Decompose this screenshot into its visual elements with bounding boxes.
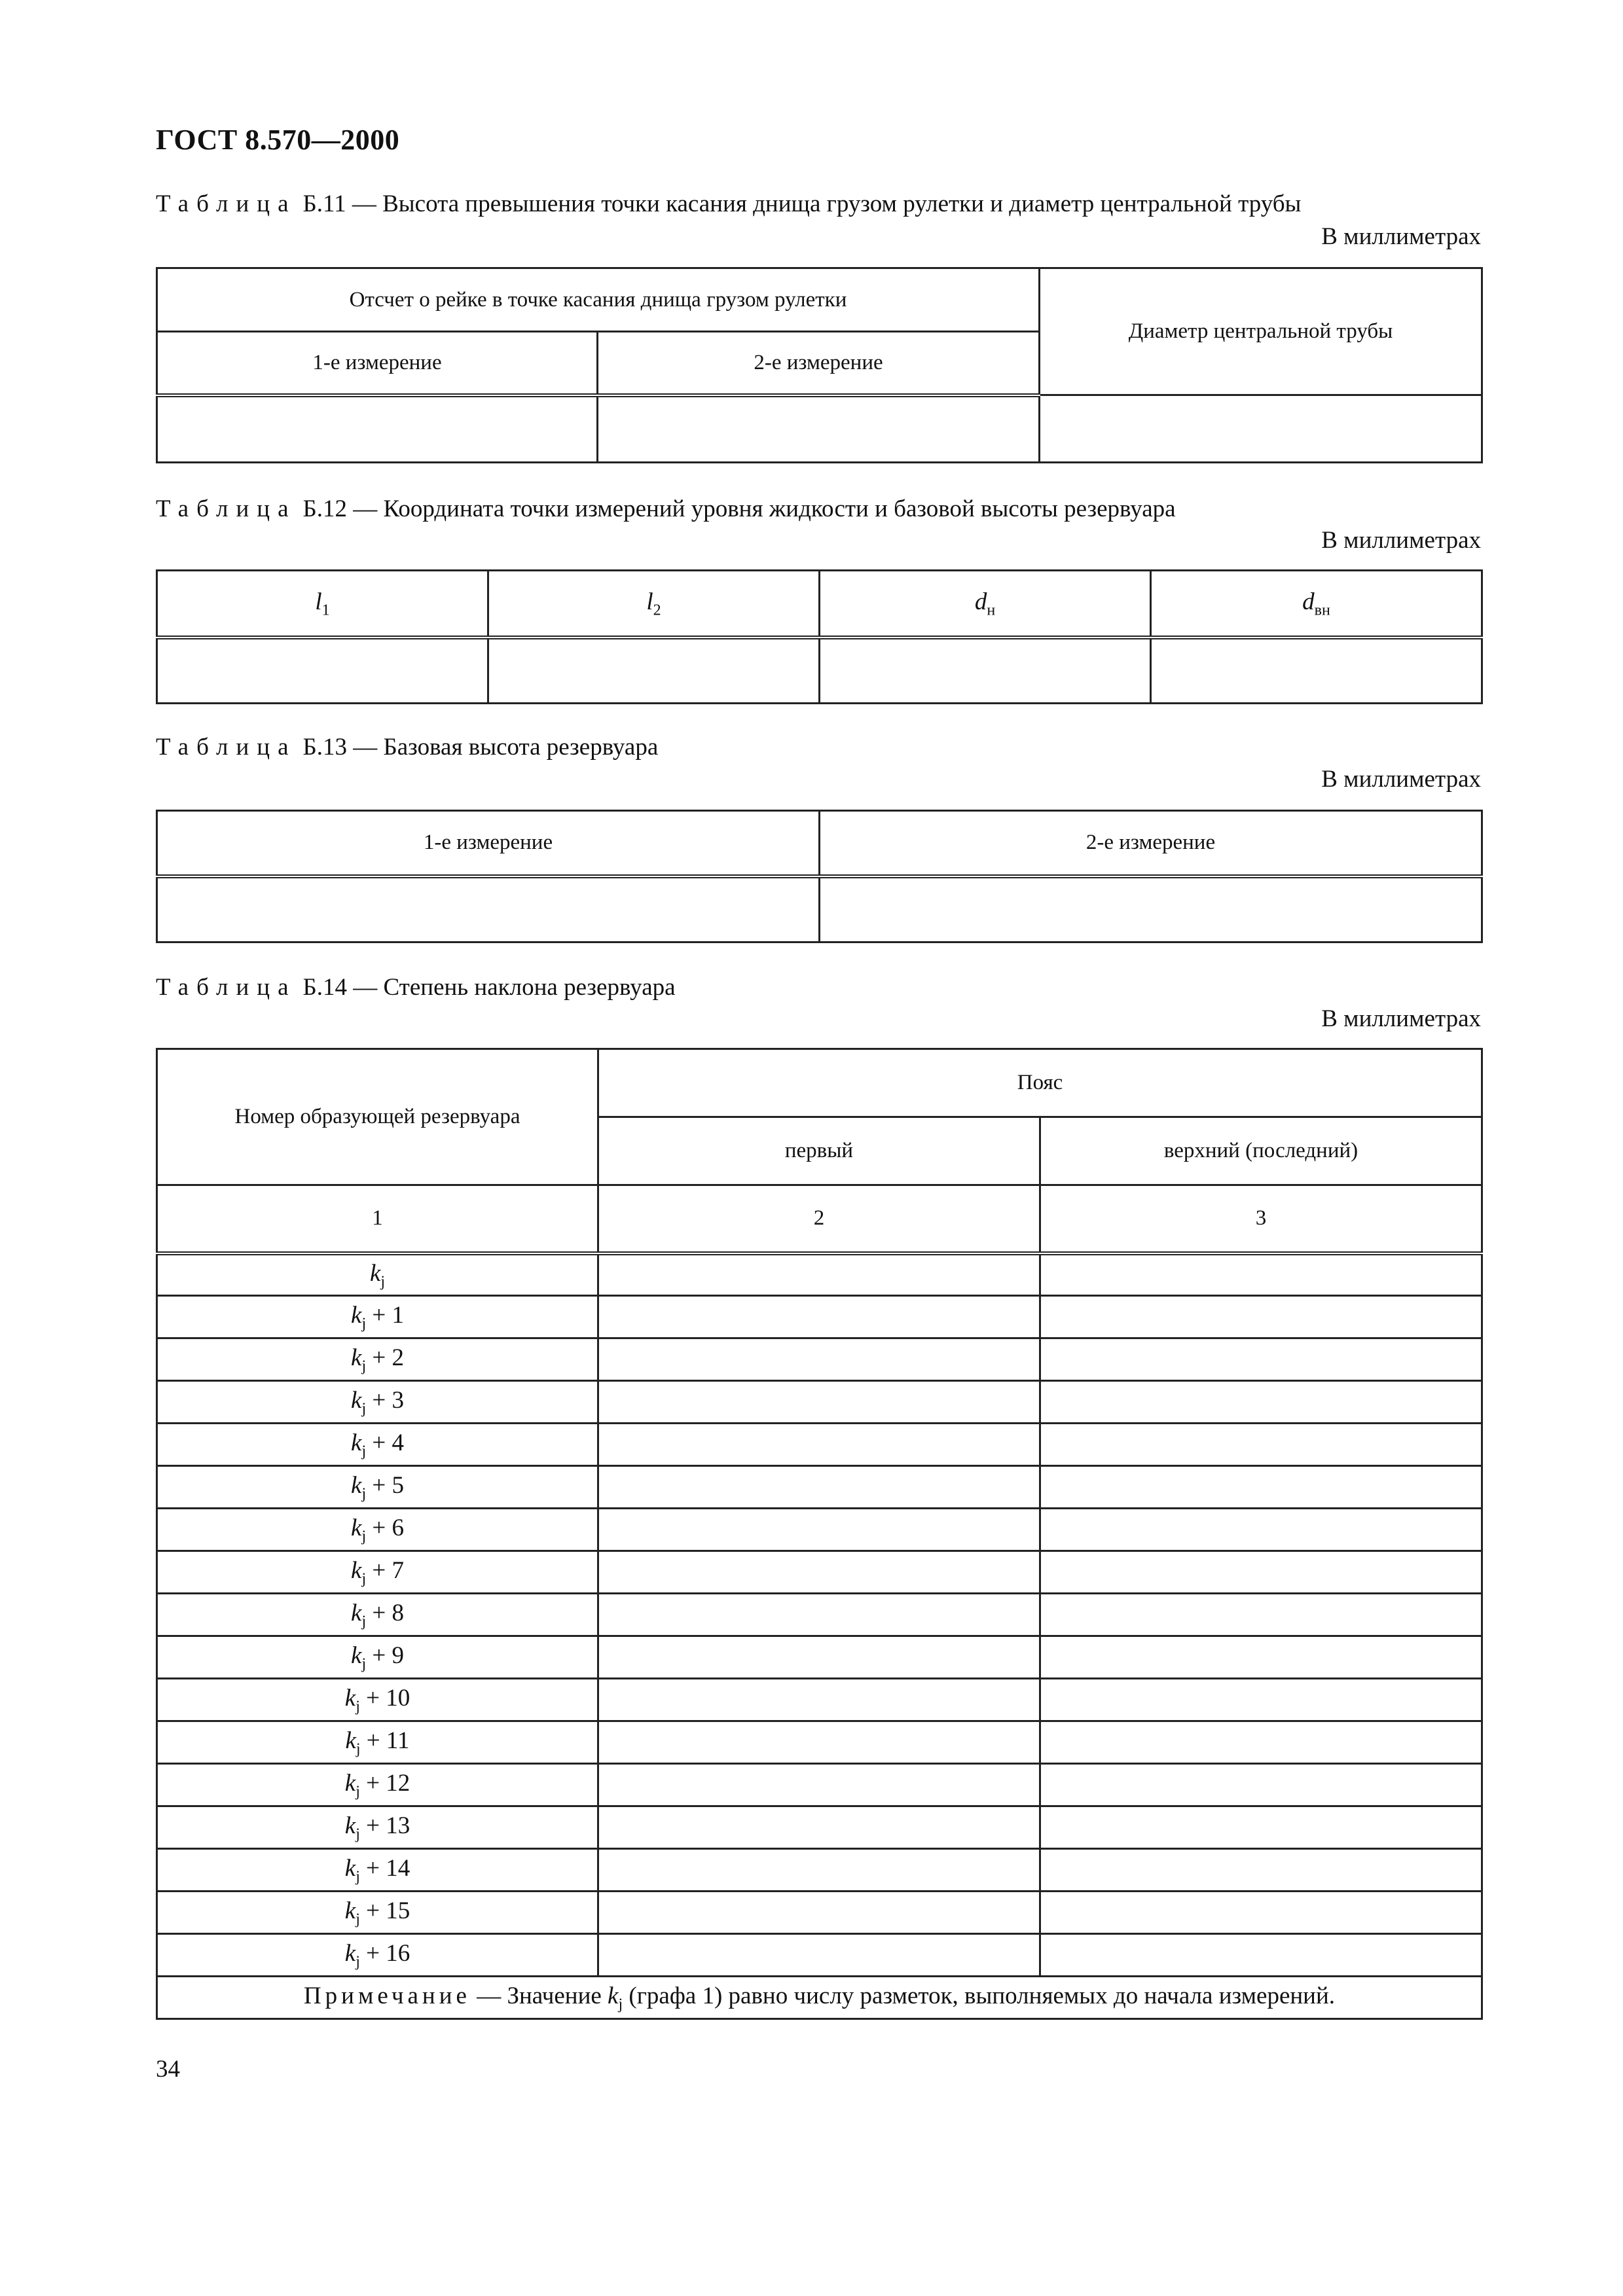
row-offset: + 11 <box>360 1727 410 1754</box>
row-offset: + 4 <box>366 1429 404 1456</box>
row-label <box>157 1466 598 1509</box>
column-number: 1 <box>157 1185 598 1253</box>
k-symbol: $k_j$ <box>344 1769 360 1801</box>
table-b11-units: В миллиметрах <box>1321 223 1481 250</box>
row-label <box>157 1424 598 1466</box>
k-symbol: $k_j$ <box>351 1471 367 1503</box>
row-label <box>157 1849 598 1892</box>
table-row <box>157 1424 1482 1466</box>
empty-cell <box>1040 1296 1482 1338</box>
empty-cell <box>598 1424 1040 1466</box>
row-offset: + 5 <box>366 1471 404 1499</box>
caption-text: Б.11 — Высота превышения точки касания днища грузом рулетки и диаметр центральной трубы <box>302 190 1302 217</box>
empty-cell <box>1040 1934 1482 1977</box>
empty-cell <box>1040 1466 1482 1509</box>
row-offset: + 15 <box>359 1897 410 1924</box>
row-offset: + 6 <box>366 1514 404 1541</box>
caption-text: Б.12 — Координата точки измерений уровня жидкости и базовой высоты резервуара <box>302 495 1176 522</box>
row-label <box>157 1338 598 1381</box>
table-row <box>157 1679 1482 1721</box>
table-row <box>157 1338 1482 1381</box>
k-symbol: $k_j$ <box>351 1599 367 1630</box>
row-offset: + 3 <box>366 1386 404 1414</box>
header-cell-first: первый <box>598 1117 1040 1185</box>
column-number: 2 <box>598 1185 1040 1253</box>
table-b12-caption <box>156 495 1176 523</box>
table-b11-caption <box>156 190 1301 218</box>
header-cell-l1: $l_1$ <box>157 571 488 637</box>
empty-cell <box>1040 1424 1482 1466</box>
empty-cell <box>1040 1594 1482 1636</box>
header-cell-diameter: Диаметр центральной трубы <box>1040 268 1482 395</box>
header-cell-top: верхний (последний) <box>1040 1117 1482 1185</box>
empty-cell <box>598 1594 1040 1636</box>
empty-cell <box>1040 1636 1482 1679</box>
empty-cell <box>820 876 1482 942</box>
table-row <box>157 1892 1482 1934</box>
page-number: 34 <box>156 2056 180 2083</box>
empty-cell <box>488 637 820 704</box>
row-label <box>157 1551 598 1594</box>
empty-cell <box>1040 1381 1482 1424</box>
row-label <box>157 1806 598 1849</box>
caption-text: Б.14 — Степень наклона резервуара <box>302 974 676 1001</box>
empty-cell <box>598 1466 1040 1509</box>
empty-cell <box>598 395 1040 463</box>
k-symbol: $k_j$ <box>351 1641 367 1673</box>
row-offset: + 14 <box>359 1854 410 1882</box>
empty-cell <box>598 1381 1040 1424</box>
document-header: ГОСТ 8.570—2000 <box>156 124 400 156</box>
empty-cell <box>1040 1509 1482 1551</box>
table-label: Таблица <box>156 974 297 1001</box>
table-label: Таблица <box>156 495 297 522</box>
header-cell-d-outer: $d_н$ <box>820 571 1151 637</box>
empty-cell <box>598 1892 1040 1934</box>
table-row <box>157 1721 1482 1764</box>
empty-cell <box>1040 395 1482 463</box>
empty-cell <box>598 1934 1040 1977</box>
empty-cell <box>598 1764 1040 1806</box>
row-label <box>157 1381 598 1424</box>
note-symbol: $k_j$ <box>608 1982 623 2013</box>
row-label <box>157 1934 598 1977</box>
table-b12 <box>156 569 1483 704</box>
row-label <box>157 1594 598 1636</box>
k-symbol: $k_j$ <box>344 1684 360 1715</box>
k-symbol: $k_j$ <box>344 1939 360 1971</box>
table-row <box>157 1849 1482 1892</box>
empty-cell <box>1040 1764 1482 1806</box>
empty-cell <box>598 1636 1040 1679</box>
empty-cell <box>1040 1551 1482 1594</box>
note-label: Примечание <box>303 1982 471 2009</box>
table-b13-units: В миллиметрах <box>1321 766 1481 793</box>
row-offset: + 1 <box>366 1301 404 1329</box>
empty-cell <box>598 1849 1040 1892</box>
table-label: Таблица <box>156 734 297 761</box>
row-label <box>157 1764 598 1806</box>
k-symbol: $k_j$ <box>351 1429 367 1460</box>
table-row <box>157 1509 1482 1551</box>
row-label <box>157 1892 598 1934</box>
empty-cell <box>598 1551 1040 1594</box>
k-symbol: $k_j$ <box>344 1897 360 1928</box>
row-label <box>157 1636 598 1679</box>
empty-cell <box>1040 1849 1482 1892</box>
empty-cell <box>598 1253 1040 1296</box>
row-offset: + 8 <box>366 1599 404 1626</box>
k-symbol: $k_j$ <box>351 1386 367 1418</box>
table-b14 <box>156 1048 1483 2020</box>
table-note <box>157 1977 1482 2019</box>
header-cell-measurement-2: 2-е измерение <box>820 811 1482 876</box>
table-b13 <box>156 810 1483 943</box>
k-rows <box>157 1253 1482 1977</box>
empty-cell <box>157 395 598 463</box>
empty-cell <box>598 1679 1040 1721</box>
table-row <box>157 1253 1482 1296</box>
header-cell-d-inner: $d_{вн}$ <box>1151 571 1482 637</box>
k-symbol: $k_j$ <box>351 1514 367 1545</box>
header-cell-l2: $l_2$ <box>488 571 820 637</box>
empty-cell <box>1040 1679 1482 1721</box>
empty-cell <box>598 1806 1040 1849</box>
k-symbol: $k_j$ <box>345 1727 361 1758</box>
header-cell-measurement-1: 1-е измерение <box>157 332 598 395</box>
empty-cell <box>1040 1806 1482 1849</box>
row-label <box>157 1679 598 1721</box>
empty-cell <box>598 1296 1040 1338</box>
header-cell-measurement-1: 1-е измерение <box>157 811 820 876</box>
header-cell-generatrix: Номер образующей резервуара <box>157 1049 598 1185</box>
empty-cell <box>1040 1721 1482 1764</box>
note-text-after: (графа 1) равно числу разметок, выполняемых до начала измерений. <box>623 1982 1336 2009</box>
table-row <box>157 1381 1482 1424</box>
empty-cell <box>1040 1338 1482 1381</box>
row-offset: + 10 <box>359 1684 410 1712</box>
table-b13-caption <box>156 733 658 761</box>
caption-text: Б.13 — Базовая высота резервуара <box>302 734 659 761</box>
empty-cell <box>598 1338 1040 1381</box>
table-b12-units: В миллиметрах <box>1321 527 1481 554</box>
table-b14-units: В миллиметрах <box>1321 1005 1481 1032</box>
table-row <box>157 1764 1482 1806</box>
row-offset: + 7 <box>366 1556 404 1584</box>
empty-cell <box>598 1509 1040 1551</box>
note-text-before: — Значение <box>470 1982 608 2009</box>
row-label <box>157 1509 598 1551</box>
empty-cell <box>1040 1253 1482 1296</box>
row-label <box>157 1253 598 1296</box>
row-offset: + 12 <box>359 1769 410 1797</box>
row-offset: + 2 <box>366 1344 404 1371</box>
table-b11 <box>156 267 1483 463</box>
k-symbol: $k_j$ <box>351 1301 367 1333</box>
empty-cell <box>820 637 1151 704</box>
table-row <box>157 1296 1482 1338</box>
table-row <box>157 1806 1482 1849</box>
k-symbol: $k_j$ <box>369 1259 386 1290</box>
table-row <box>157 1934 1482 1977</box>
k-symbol: $k_j$ <box>344 1854 360 1886</box>
k-symbol: $k_j$ <box>344 1812 360 1843</box>
table-row <box>157 1551 1482 1594</box>
table-row <box>157 1466 1482 1509</box>
header-cell-measurement-2: 2-е измерение <box>598 332 1040 395</box>
row-offset: + 9 <box>366 1641 404 1669</box>
empty-cell <box>157 637 488 704</box>
empty-cell <box>1040 1892 1482 1934</box>
table-b14-caption <box>156 973 676 1001</box>
row-offset: + 13 <box>359 1812 410 1839</box>
table-label: Таблица <box>156 190 297 217</box>
empty-cell <box>1151 637 1482 704</box>
row-offset: + 16 <box>359 1939 410 1967</box>
column-number: 3 <box>1040 1185 1482 1253</box>
table-row <box>157 1594 1482 1636</box>
header-cell-reading: Отсчет о рейке в точке касания днища грузом рулетки <box>157 268 1040 332</box>
table-row <box>157 1636 1482 1679</box>
k-symbol: $k_j$ <box>351 1344 367 1375</box>
row-label <box>157 1296 598 1338</box>
row-label <box>157 1721 598 1764</box>
empty-cell <box>157 876 820 942</box>
k-symbol: $k_j$ <box>351 1556 367 1588</box>
empty-cell <box>598 1721 1040 1764</box>
header-cell-belt: Пояс <box>598 1049 1482 1117</box>
